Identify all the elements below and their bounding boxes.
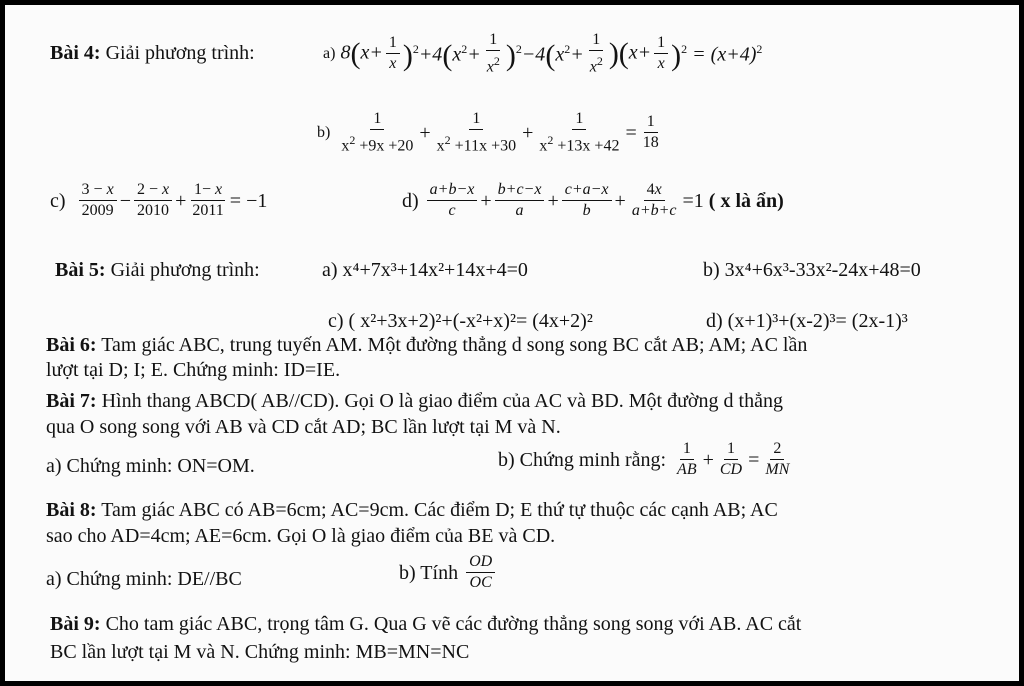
- problem-5d: d) (x+1)³+(x-2)³= (2x-1)³: [706, 310, 908, 332]
- problem-8b-text: b) Tính: [399, 561, 459, 584]
- problem-4b-label: b): [317, 123, 331, 141]
- problem-4-heading: [50, 41, 255, 65]
- problem-7-line-1: [46, 389, 783, 413]
- problem-9-text-1: Cho tam giác ABC, trọng tâm G. Qua G vẽ các đường thẳng song song với AB. AC cắt: [105, 613, 802, 635]
- problem-7b: b) Chứng minh rằng: 1 AB + 1 CD = 2 MN: [498, 440, 790, 478]
- problem-8-title: Bài 8:: [46, 499, 97, 521]
- problem-4d-note: ( x là ẩn): [708, 189, 784, 212]
- problem-4a-label: a): [323, 44, 336, 62]
- problem-9-title: Bài 9:: [50, 613, 101, 635]
- problem-5-heading: [55, 258, 260, 282]
- problem-8-line-1: [46, 498, 778, 522]
- problem-4d-label: d): [402, 189, 419, 212]
- problem-6-title: Bài 6:: [46, 334, 97, 356]
- problem-7-title: Bài 7:: [46, 390, 97, 412]
- problem-7-text-1: Hình thang ABCD( AB//CD). Gọi O là giao điểm của AC và BD. Một đường d thẳng: [101, 390, 783, 412]
- problem-5a: a) x⁴+7x³+14x²+14x+4=0: [322, 259, 528, 281]
- problem-5b: b) 3x⁴+6x³-33x²-24x+48=0: [703, 259, 921, 281]
- problem-8-text-1: Tam giác ABC có AB=6cm; AC=9cm. Các điểm D; E thứ tự thuộc các cạnh AB; AC: [101, 499, 778, 521]
- worksheet-page: [5, 5, 1019, 681]
- problem-5-intro: Giải phương trình:: [110, 259, 260, 281]
- problem-8-line-2: sao cho AD=4cm; AE=6cm. Gọi O là giao điểm của BE và CD.: [46, 525, 556, 547]
- problem-5c: c) ( x²+3x+2)²+(-x²+x)²= (4x+2)²: [328, 310, 593, 332]
- problem-6-text-1: Tam giác ABC, trung tuyến AM. Một đường thẳng d song song BC cắt AB; AM; AC lần: [101, 334, 808, 356]
- problem-4d-equation: d) a+b−x c + b+c−x a + c+a−x b + $\frac{4x}{a+b+c}$ =1 ( x là ẩn): [402, 181, 784, 219]
- problem-4c-label: c): [50, 189, 66, 212]
- problem-6-line-2: lượt tại D; I; E. Chứng minh: ID=IE.: [46, 359, 341, 381]
- problem-6-line-1: [46, 333, 807, 357]
- problem-4b-equation: b) 1 $x^2 +9x +20$ + 1 $x^2 +11x +30$ + 1 $x^2 +13x +42$ = 1 18: [317, 110, 659, 155]
- problem-8b: b) Tính OD OC: [399, 553, 498, 592]
- problem-8a: a) Chứng minh: DE//BC: [46, 568, 242, 590]
- problem-4a-equation: a) 8(x+ $\frac{1}{x}$ )$^2+4(x^2+$ $\frac{1}{x^2}$ )$^2-4(x^2+$ $\frac{1}{x^2}$ )(x+ $\frac{1}{x}$ )$^2 = (x+4)^2$: [323, 31, 763, 76]
- problem-4c-equation: c) 3 − x 2009 − 2 − x 2010 + $\frac{1- x}{2011}$ = −1: [50, 181, 268, 219]
- problem-4-intro: Giải phương trình:: [105, 42, 255, 64]
- problem-5-title: Bài 5:: [55, 259, 106, 281]
- problem-7b-text: b) Chứng minh rằng:: [498, 448, 667, 471]
- problem-7a: a) Chứng minh: ON=OM.: [46, 455, 255, 477]
- problem-7-line-2: qua O song song với AB và CD cắt AD; BC lần lượt tại M và N.: [46, 416, 561, 438]
- problem-9-line-1: [50, 612, 801, 636]
- problem-4-title: Bài 4:: [50, 42, 101, 64]
- problem-9-line-2: BC lần lượt tại M và N. Chứng minh: MB=MN=NC: [50, 641, 470, 663]
